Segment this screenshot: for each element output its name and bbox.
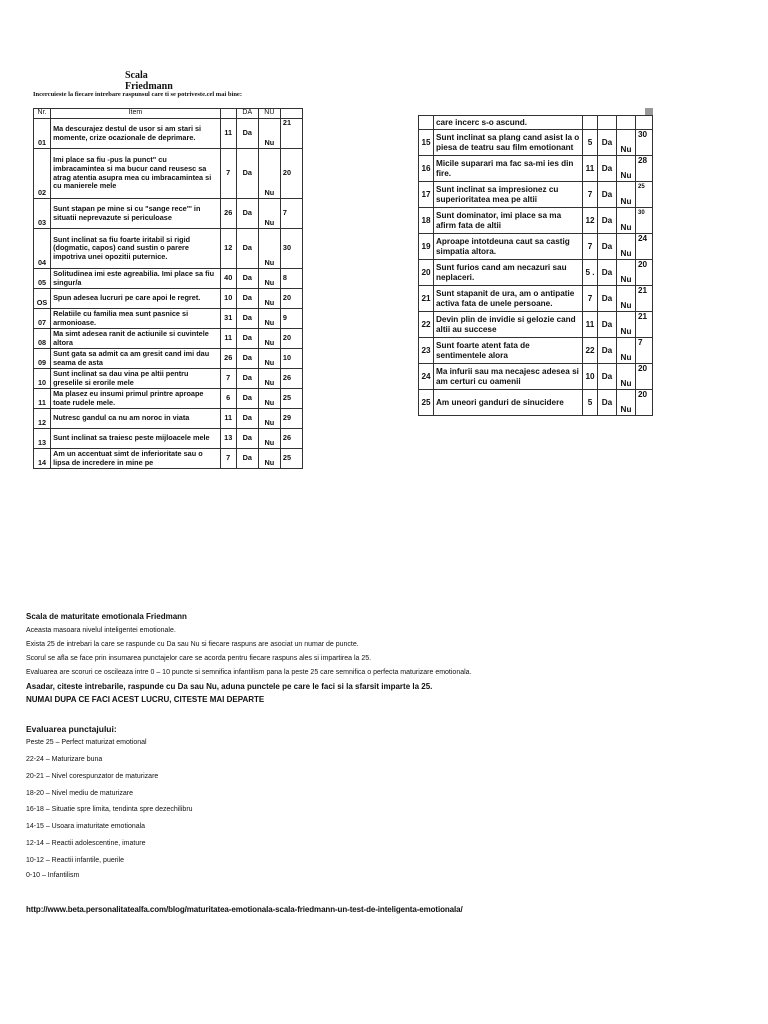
- row-number: 02: [34, 149, 51, 199]
- row-points: 10: [280, 349, 302, 369]
- row-score: 5: [583, 390, 598, 416]
- table-row: [419, 364, 653, 390]
- row-score: 26: [220, 199, 236, 229]
- row-number: 12: [34, 409, 51, 429]
- row-da: Da: [236, 289, 258, 309]
- row-number: 17: [419, 182, 434, 208]
- row-da: Da: [598, 390, 617, 416]
- row-item-text: Sunt foarte atent fata de sentimentele alora: [434, 338, 583, 364]
- row-score: 7: [220, 369, 236, 389]
- table-row: [419, 208, 653, 234]
- row-number: 08: [34, 329, 51, 349]
- paragraph-4: Evaluarea are scoruri ce oscileaza intre 0 – 10 puncte si semnifica infantilism pana la peste 25 care semnifica o perfecta maturizare emotionala.: [26, 669, 472, 676]
- instruction-bold-1: Asadar, citeste intrebarile, raspunde cu Da sau Nu, aduna punctele pe care le faci si la sfarsit imparte la 25.: [26, 682, 433, 691]
- row-number: 18: [419, 208, 434, 234]
- row-da: Da: [598, 156, 617, 182]
- row-points: 26: [280, 429, 302, 449]
- row-number: 15: [419, 130, 434, 156]
- row-nu: Nu: [258, 349, 280, 369]
- table-row: [34, 389, 303, 409]
- row-item-text: Micile suparari ma fac sa-mi ies din fire.: [434, 156, 583, 182]
- row-number: 13: [34, 429, 51, 449]
- row-item-text: Sunt inclinat sa traiesc peste mijloacele mele: [51, 429, 221, 449]
- row-nu: Nu: [617, 364, 636, 390]
- row-item-text: Sunt inclinat sa impresionez cu superioritatea mea pe altii: [434, 182, 583, 208]
- row-item-text: Spun adesea lucruri pe care apoi le regret.: [51, 289, 221, 309]
- paragraph-3: Scorul se afla se face prin insumarea punctajelor care se acorda pentru fiecare raspuns ales si impartirea la 25.: [26, 655, 372, 662]
- row-nu: Nu: [258, 329, 280, 349]
- row-item-text: Devin plin de invidie si gelozie cand altii au succese: [434, 312, 583, 338]
- instruction-bold-2: NUMAI DUPA CE FACI ACEST LUCRU, CITESTE MAI DEPARTE: [26, 695, 265, 704]
- row-points: 20: [280, 149, 302, 199]
- row-number: 16: [419, 156, 434, 182]
- table-row: [419, 260, 653, 286]
- row-number: 24: [419, 364, 434, 390]
- evaluation-level: Peste 25 – Perfect maturizat emotional: [26, 739, 147, 746]
- evaluation-level: 20-21 – Nivel corespunzator de maturizare: [26, 773, 159, 780]
- scan-title: Scala Friedmann: [125, 70, 173, 92]
- row-item-text: Relatiile cu familia mea sunt pasnice si armonioase.: [51, 309, 221, 329]
- row-points: 30: [636, 208, 653, 234]
- header-score: [220, 109, 236, 119]
- row-number: 20: [419, 260, 434, 286]
- row-da: Da: [236, 429, 258, 449]
- row-score: 13: [220, 429, 236, 449]
- row-da: Da: [598, 338, 617, 364]
- row-points: 20: [636, 260, 653, 286]
- row-nu: Nu: [617, 182, 636, 208]
- evaluation-heading: Evaluarea punctajului:: [26, 724, 117, 734]
- row-item-text: Sunt inclinat sa dau vina pe altii pentru greselile si erorile mele: [51, 369, 221, 389]
- row-item-text: Ma infurii sau ma necajesc adesea si am certuri cu oamenii: [434, 364, 583, 390]
- row-score: 6: [220, 389, 236, 409]
- evaluation-level: 10-12 – Reactii infantile, puerile: [26, 857, 125, 864]
- row-item-text: Sunt stapanit de ura, am o antipatie activa fata de unele persoane.: [434, 286, 583, 312]
- row-da: Da: [236, 389, 258, 409]
- row-number: 25: [419, 390, 434, 416]
- table-row: [34, 449, 303, 469]
- row-score: 11: [220, 329, 236, 349]
- table-row: [34, 409, 303, 429]
- row-nu: Nu: [617, 156, 636, 182]
- row-nu: Nu: [258, 369, 280, 389]
- row-nu: Nu: [617, 312, 636, 338]
- paragraph-2: Exista 25 de intrebari la care se raspunde cu Da sau Nu si fiecare raspuns are asociat un numar de puncte.: [26, 641, 359, 648]
- row-points: 26: [280, 369, 302, 389]
- row-item-text: Imi place sa fiu -pus la punct" cu imbracamintea si ma bucur cand reusesc sa atrag atentia asupra mea cu imbracamintea si cu manierele mele: [51, 149, 221, 199]
- source-url-link[interactable]: http://www.beta.personalitatealfa.com/blog/maturitatea-emotionala-scala-friedmann-un-test-de-inteligenta-emotionala/: [26, 905, 463, 914]
- row-item-text: Ma simt adesea ranit de actiunile si cuvintele altora: [51, 329, 221, 349]
- row-points: 28: [636, 156, 653, 182]
- row-number: 21: [419, 286, 434, 312]
- row-nu: Nu: [258, 269, 280, 289]
- table-row: [34, 149, 303, 199]
- evaluation-level: 22-24 – Maturizare buna: [26, 756, 103, 763]
- paragraph-1: Aceasta masoara nivelul inteligentei emotionale.: [26, 627, 176, 634]
- section-heading: Scala de maturitate emotionala Friedmann: [26, 612, 187, 621]
- questionnaire-table-left: [33, 108, 303, 469]
- row-score: 5: [583, 130, 598, 156]
- row-da: Da: [598, 260, 617, 286]
- row-points: 24: [636, 234, 653, 260]
- row-score: 12: [220, 229, 236, 269]
- table-row: [34, 369, 303, 389]
- row-number: 04: [34, 229, 51, 269]
- header-pts: [280, 109, 302, 119]
- row-nu: Nu: [617, 338, 636, 364]
- row-number: 09: [34, 349, 51, 369]
- table-row: [34, 329, 303, 349]
- row-item-text: Sunt stapan pe mine si cu "sange rece"' in situatii neprevazute si periculoase: [51, 199, 221, 229]
- row-points: 8: [280, 269, 302, 289]
- row-nu: Nu: [617, 208, 636, 234]
- row-da: Da: [236, 149, 258, 199]
- row-score: 7: [583, 234, 598, 260]
- row-score: 22: [583, 338, 598, 364]
- row-da: Da: [236, 369, 258, 389]
- row-da: Da: [236, 329, 258, 349]
- row-score: 10: [220, 289, 236, 309]
- row-points: 20: [636, 364, 653, 390]
- evaluation-level: 0-10 – Infantilism: [26, 872, 80, 879]
- header-item: Item: [51, 109, 221, 119]
- row-da: Da: [236, 349, 258, 369]
- row-points: 20: [280, 289, 302, 309]
- row-score: 11: [220, 119, 236, 149]
- row-score: 7: [583, 286, 598, 312]
- row-da: Da: [236, 229, 258, 269]
- questionnaire-table-right: [418, 115, 653, 416]
- row-points: 25: [636, 182, 653, 208]
- row-number: 23: [419, 338, 434, 364]
- row-points: 21: [636, 286, 653, 312]
- row-score: 7: [220, 149, 236, 199]
- row-points: 30: [280, 229, 302, 269]
- row-points: 25: [280, 389, 302, 409]
- row-score: 31: [220, 309, 236, 329]
- header-nr: Nr.: [34, 109, 51, 119]
- row-da: Da: [598, 130, 617, 156]
- row-number: 10: [34, 369, 51, 389]
- table-row: [419, 156, 653, 182]
- row-number: 19: [419, 234, 434, 260]
- table-row: [34, 429, 303, 449]
- table-row: [419, 390, 653, 416]
- row-number: 01: [34, 119, 51, 149]
- row-points: 21: [280, 119, 302, 149]
- row-points: 21: [636, 312, 653, 338]
- row-da: Da: [598, 312, 617, 338]
- row-points: 20: [636, 390, 653, 416]
- header-nu: NU: [258, 109, 280, 119]
- evaluation-level: 14-15 – Usoara imaturitate emotionala: [26, 823, 146, 830]
- row-points: 30: [636, 130, 653, 156]
- row-score: 11: [583, 156, 598, 182]
- row-item-text: Solitudinea imi este agreabilia. Imi place sa fiu singur/a: [51, 269, 221, 289]
- row-points: 7: [636, 338, 653, 364]
- row-item-text: Sunt inclinat sa fiu foarte iritabil si rigid (dogmatic, capos) cand sustin o parere impotriva unei opozitii puternice.: [51, 229, 221, 269]
- row-da: Da: [236, 409, 258, 429]
- row-da: Da: [598, 234, 617, 260]
- row-item-text: Nutresc gandul ca nu am noroc in viata: [51, 409, 221, 429]
- table-row: [34, 349, 303, 369]
- row-nu: Nu: [258, 389, 280, 409]
- table-row: [419, 286, 653, 312]
- row-nu: Nu: [617, 260, 636, 286]
- row-item-text: Sunt furios cand am necazuri sau neplaceri.: [434, 260, 583, 286]
- row-score: 11: [583, 312, 598, 338]
- row-points: 25: [280, 449, 302, 469]
- row-nu: Nu: [617, 234, 636, 260]
- row-score: 10: [583, 364, 598, 390]
- row-points: 20: [280, 329, 302, 349]
- row-number: 07: [34, 309, 51, 329]
- row-item-text: Am un accentuat simt de inferioritate sau o lipsa de incredere in mine pe: [51, 449, 221, 469]
- evaluation-level: 16-18 – Situatie spre limita, tendinta spre dezechilibru: [26, 806, 193, 813]
- row-da: Da: [236, 119, 258, 149]
- row-da: Da: [598, 208, 617, 234]
- row-score: 7: [220, 449, 236, 469]
- row-item-text: Sunt inclinat sa plang cand asist la o piesa de teatru sau film emotionant: [434, 130, 583, 156]
- row-nu: Nu: [617, 130, 636, 156]
- row-da: Da: [598, 182, 617, 208]
- row-item-text: Sunt dominator, imi place sa ma afirm fata de altii: [434, 208, 583, 234]
- continuation-text: care incerc s-o ascund.: [434, 116, 583, 130]
- row-nu: Nu: [258, 149, 280, 199]
- table-row: [34, 289, 303, 309]
- table-row: [419, 338, 653, 364]
- table-row-continuation: [419, 116, 653, 130]
- row-item-text: Aproape intotdeuna caut sa castig simpatia altora.: [434, 234, 583, 260]
- row-score: 12: [583, 208, 598, 234]
- row-item-text: Sunt gata sa admit ca am gresit cand imi dau seama de asta: [51, 349, 221, 369]
- evaluation-level: 18-20 – Nivel mediu de maturizare: [26, 790, 133, 797]
- table-row: [34, 269, 303, 289]
- table-row: [419, 234, 653, 260]
- row-number: 14: [34, 449, 51, 469]
- row-item-text: Ma descurajez destul de usor si am stari si momente, crize ocazionale de deprimare.: [51, 119, 221, 149]
- row-da: Da: [598, 364, 617, 390]
- table-row: [34, 309, 303, 329]
- row-da: Da: [236, 269, 258, 289]
- row-nu: Nu: [258, 199, 280, 229]
- row-nu: Nu: [258, 409, 280, 429]
- row-number: 03: [34, 199, 51, 229]
- row-nu: Nu: [258, 119, 280, 149]
- row-nu: Nu: [258, 429, 280, 449]
- row-item-text: Am uneori ganduri de sinucidere: [434, 390, 583, 416]
- row-number: 22: [419, 312, 434, 338]
- row-number: 05: [34, 269, 51, 289]
- row-da: Da: [236, 449, 258, 469]
- table-row: [34, 119, 303, 149]
- scan-instruction: Incercuieste la fiecare intrebare raspunsul care ti se potriveste.cel mai bine:: [33, 91, 242, 98]
- row-score: 5 .: [583, 260, 598, 286]
- row-nu: Nu: [258, 449, 280, 469]
- row-da: Da: [236, 309, 258, 329]
- row-points: 29: [280, 409, 302, 429]
- row-nu: Nu: [258, 289, 280, 309]
- row-points: 9: [280, 309, 302, 329]
- row-da: Da: [236, 199, 258, 229]
- table-row: [419, 182, 653, 208]
- row-item-text: Ma plasez eu insumi primul printre aproape toate rudele mele.: [51, 389, 221, 409]
- row-score: 7: [583, 182, 598, 208]
- row-nu: Nu: [258, 229, 280, 269]
- evaluation-level: 12-14 – Reactii adolescentine, imature: [26, 840, 146, 847]
- row-score: 40: [220, 269, 236, 289]
- table-row: [34, 229, 303, 269]
- row-number: OS: [34, 289, 51, 309]
- row-points: 7: [280, 199, 302, 229]
- row-da: Da: [598, 286, 617, 312]
- row-score: 11: [220, 409, 236, 429]
- table-row: [34, 199, 303, 229]
- row-nu: Nu: [617, 390, 636, 416]
- row-nu: Nu: [617, 286, 636, 312]
- table-row: [419, 312, 653, 338]
- table-row: [419, 130, 653, 156]
- row-score: 26: [220, 349, 236, 369]
- row-nu: Nu: [258, 309, 280, 329]
- row-number: 11: [34, 389, 51, 409]
- table-header-row: [34, 109, 303, 119]
- header-da: DA: [236, 109, 258, 119]
